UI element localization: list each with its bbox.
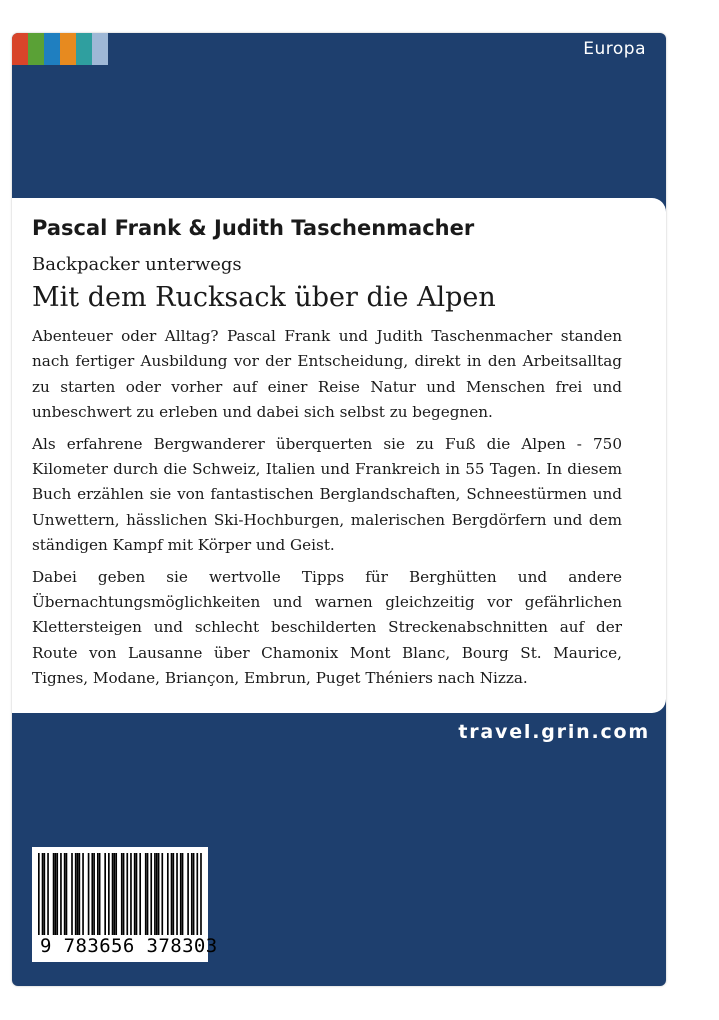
isbn-barcode: [32, 847, 218, 962]
blurb-paragraph: Abenteuer oder Alltag? Pascal Frank und Judith Taschenmacher standen nach fertiger Ausbildung vor der Entscheidung, direkt in den Arbeitsalltag zu starten oder vorher auf einer Reise Natur und Menschen frei und unbeschwert zu erleben und dabei sich selbst zu begegnen.: [32, 327, 622, 422]
authors: Pascal Frank & Judith Taschenmacher: [32, 216, 475, 240]
subtitle: Backpacker unterwegs: [32, 254, 242, 275]
barcode-bar: [156, 853, 158, 935]
text-panel: [12, 198, 666, 713]
barcode-bar: [108, 853, 110, 935]
barcode-bar: [187, 853, 189, 935]
barcode-bar: [44, 853, 46, 935]
barcode-bars: [38, 853, 202, 935]
barcode-bar: [38, 853, 40, 935]
color-stripes: [12, 33, 122, 65]
barcode-bar: [104, 853, 106, 935]
barcode-bar: [115, 853, 117, 935]
barcode-bar: [91, 853, 93, 935]
barcode-bar: [182, 853, 184, 935]
stripe-4: [60, 33, 76, 65]
barcode-bar: [176, 853, 178, 935]
barcode-bar: [71, 853, 73, 935]
barcode-bar: [173, 853, 175, 935]
barcode-bar: [134, 853, 136, 935]
barcode-bar: [193, 853, 195, 935]
stripe-3: [44, 33, 60, 65]
barcode-bar: [75, 853, 77, 935]
publisher-url: travel.grin.com: [458, 721, 650, 743]
barcode-bar: [150, 853, 152, 935]
barcode-bar: [145, 853, 147, 935]
stripe-6: [92, 33, 108, 65]
barcode-bar: [121, 853, 123, 935]
stripe-2: [28, 33, 44, 65]
isbn-number: 9 783656 378303: [40, 935, 218, 957]
barcode-bar: [79, 853, 81, 935]
barcode-bar: [99, 853, 101, 935]
barcode-bar: [161, 853, 163, 935]
barcode-bar: [123, 853, 125, 935]
barcode-bar: [55, 853, 57, 935]
barcode-bar: [114, 853, 116, 935]
stripe-1: [12, 33, 28, 65]
barcode-bar: [97, 853, 99, 935]
barcode-bar: [136, 853, 138, 935]
barcode-bar: [126, 853, 128, 935]
barcode-bar: [82, 853, 84, 935]
barcode-bar: [66, 853, 68, 935]
barcode-bar: [196, 853, 198, 935]
barcode-bar: [88, 853, 90, 935]
barcode-bar: [200, 853, 202, 935]
barcode-bar: [42, 853, 44, 935]
barcode-bar: [64, 853, 66, 935]
blurb-paragraph: Als erfahrene Bergwanderer überquerten sie zu Fuß die Alpen - 750 Kilometer durch die Schweiz, Italien und Frankreich in 55 Tagen. In diesem Buch erzählen sie von fantastischen Berglandschaften, Schneestürmen und Unwettern, hässlichen Ski-Hochburgen, malerischen Bergdörfern und dem ständigen Kampf mit Körper und Geist.: [32, 434, 622, 555]
barcode-bar: [56, 853, 58, 935]
blurb: [32, 324, 622, 698]
book-title: Mit dem Rucksack über die Alpen: [32, 282, 496, 313]
series-label: Europa: [583, 39, 646, 59]
blurb-paragraph: Dabei geben sie wertvolle Tipps für Berghütten und andere Übernachtungsmöglichkeiten und warnen gleichzeitig vor gefährlichen Klettersteigen und schlecht beschilderten Streckenabschnitten auf der Route von Lausanne über Chamonix Mont Blanc, Bourg St. Maurice, Tignes, Modane, Briançon, Embrun, Puget Théniers nach Nizza.: [32, 567, 622, 688]
barcode-bar: [154, 853, 156, 935]
barcode-bar: [93, 853, 95, 935]
barcode-bar: [158, 853, 160, 935]
barcode-bar: [191, 853, 193, 935]
barcode-bar: [147, 853, 149, 935]
barcode-bar: [47, 853, 49, 935]
barcode-bar: [53, 853, 55, 935]
barcode-bar: [130, 853, 132, 935]
barcode-bar: [112, 853, 114, 935]
barcode-bar: [77, 853, 79, 935]
book-back-cover: [12, 33, 666, 986]
barcode-bar: [139, 853, 141, 935]
barcode-bar: [171, 853, 173, 935]
barcode-bar: [180, 853, 182, 935]
barcode-bar: [167, 853, 169, 935]
stripe-5: [76, 33, 92, 65]
barcode-bar: [60, 853, 62, 935]
